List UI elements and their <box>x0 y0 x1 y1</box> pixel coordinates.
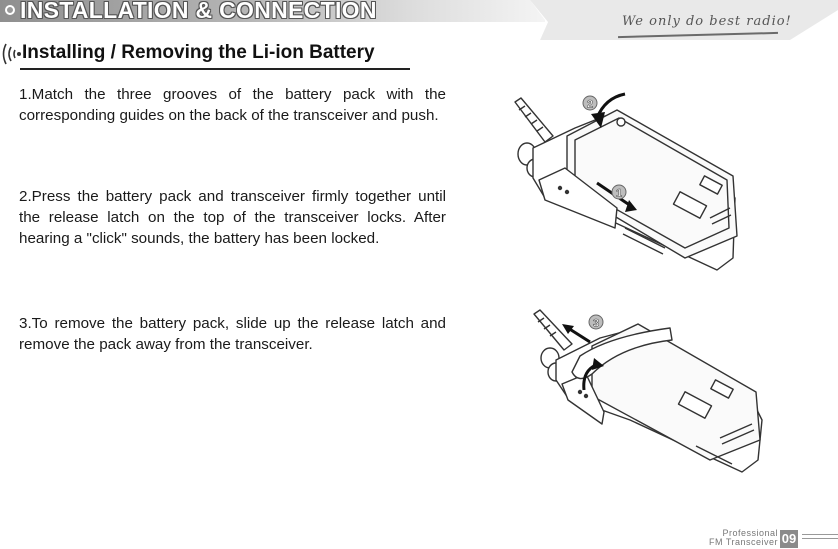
section-heading <box>0 38 420 70</box>
step-1-text: 1.Match the three grooves of the battery pack with the corresponding guides on the back of the transceiver and push. <box>19 86 446 124</box>
step-marker-3 <box>589 315 603 330</box>
battery-install-illustration <box>505 88 745 278</box>
step-marker-2 <box>583 96 597 111</box>
page-title: INSTALLATION & CONNECTION <box>20 0 377 23</box>
footer-brand-line2: FM Transceiver <box>708 537 778 547</box>
svg-text:2: 2 <box>586 98 594 111</box>
header-banner <box>0 0 838 40</box>
section-title: Installing / Removing the Li-ion Battery <box>22 42 375 63</box>
svg-text:3: 3 <box>592 317 600 330</box>
battery-remove-illustration <box>520 300 770 480</box>
page-number: 09 <box>781 531 797 546</box>
footer-brand-line1: Professional <box>722 528 778 538</box>
svg-text:1: 1 <box>615 187 623 200</box>
footer-brand <box>688 529 778 547</box>
step-marker-1 <box>612 185 626 200</box>
slogan: We only do best radio! <box>622 14 792 29</box>
footer-rule <box>802 534 838 542</box>
radio-wave-icon <box>0 40 22 68</box>
step-2-text: 2.Press the battery pack and transceiver firmly together until the release latch on the top of the transceiver locks. After hearing a "click" sounds, the battery has been locked. <box>19 188 446 247</box>
bullet-ring-icon <box>5 5 15 15</box>
step-3-text: 3.To remove the battery pack, slide up the release latch and remove the pack away from the transceiver. <box>19 315 446 353</box>
section-underline <box>20 68 410 70</box>
